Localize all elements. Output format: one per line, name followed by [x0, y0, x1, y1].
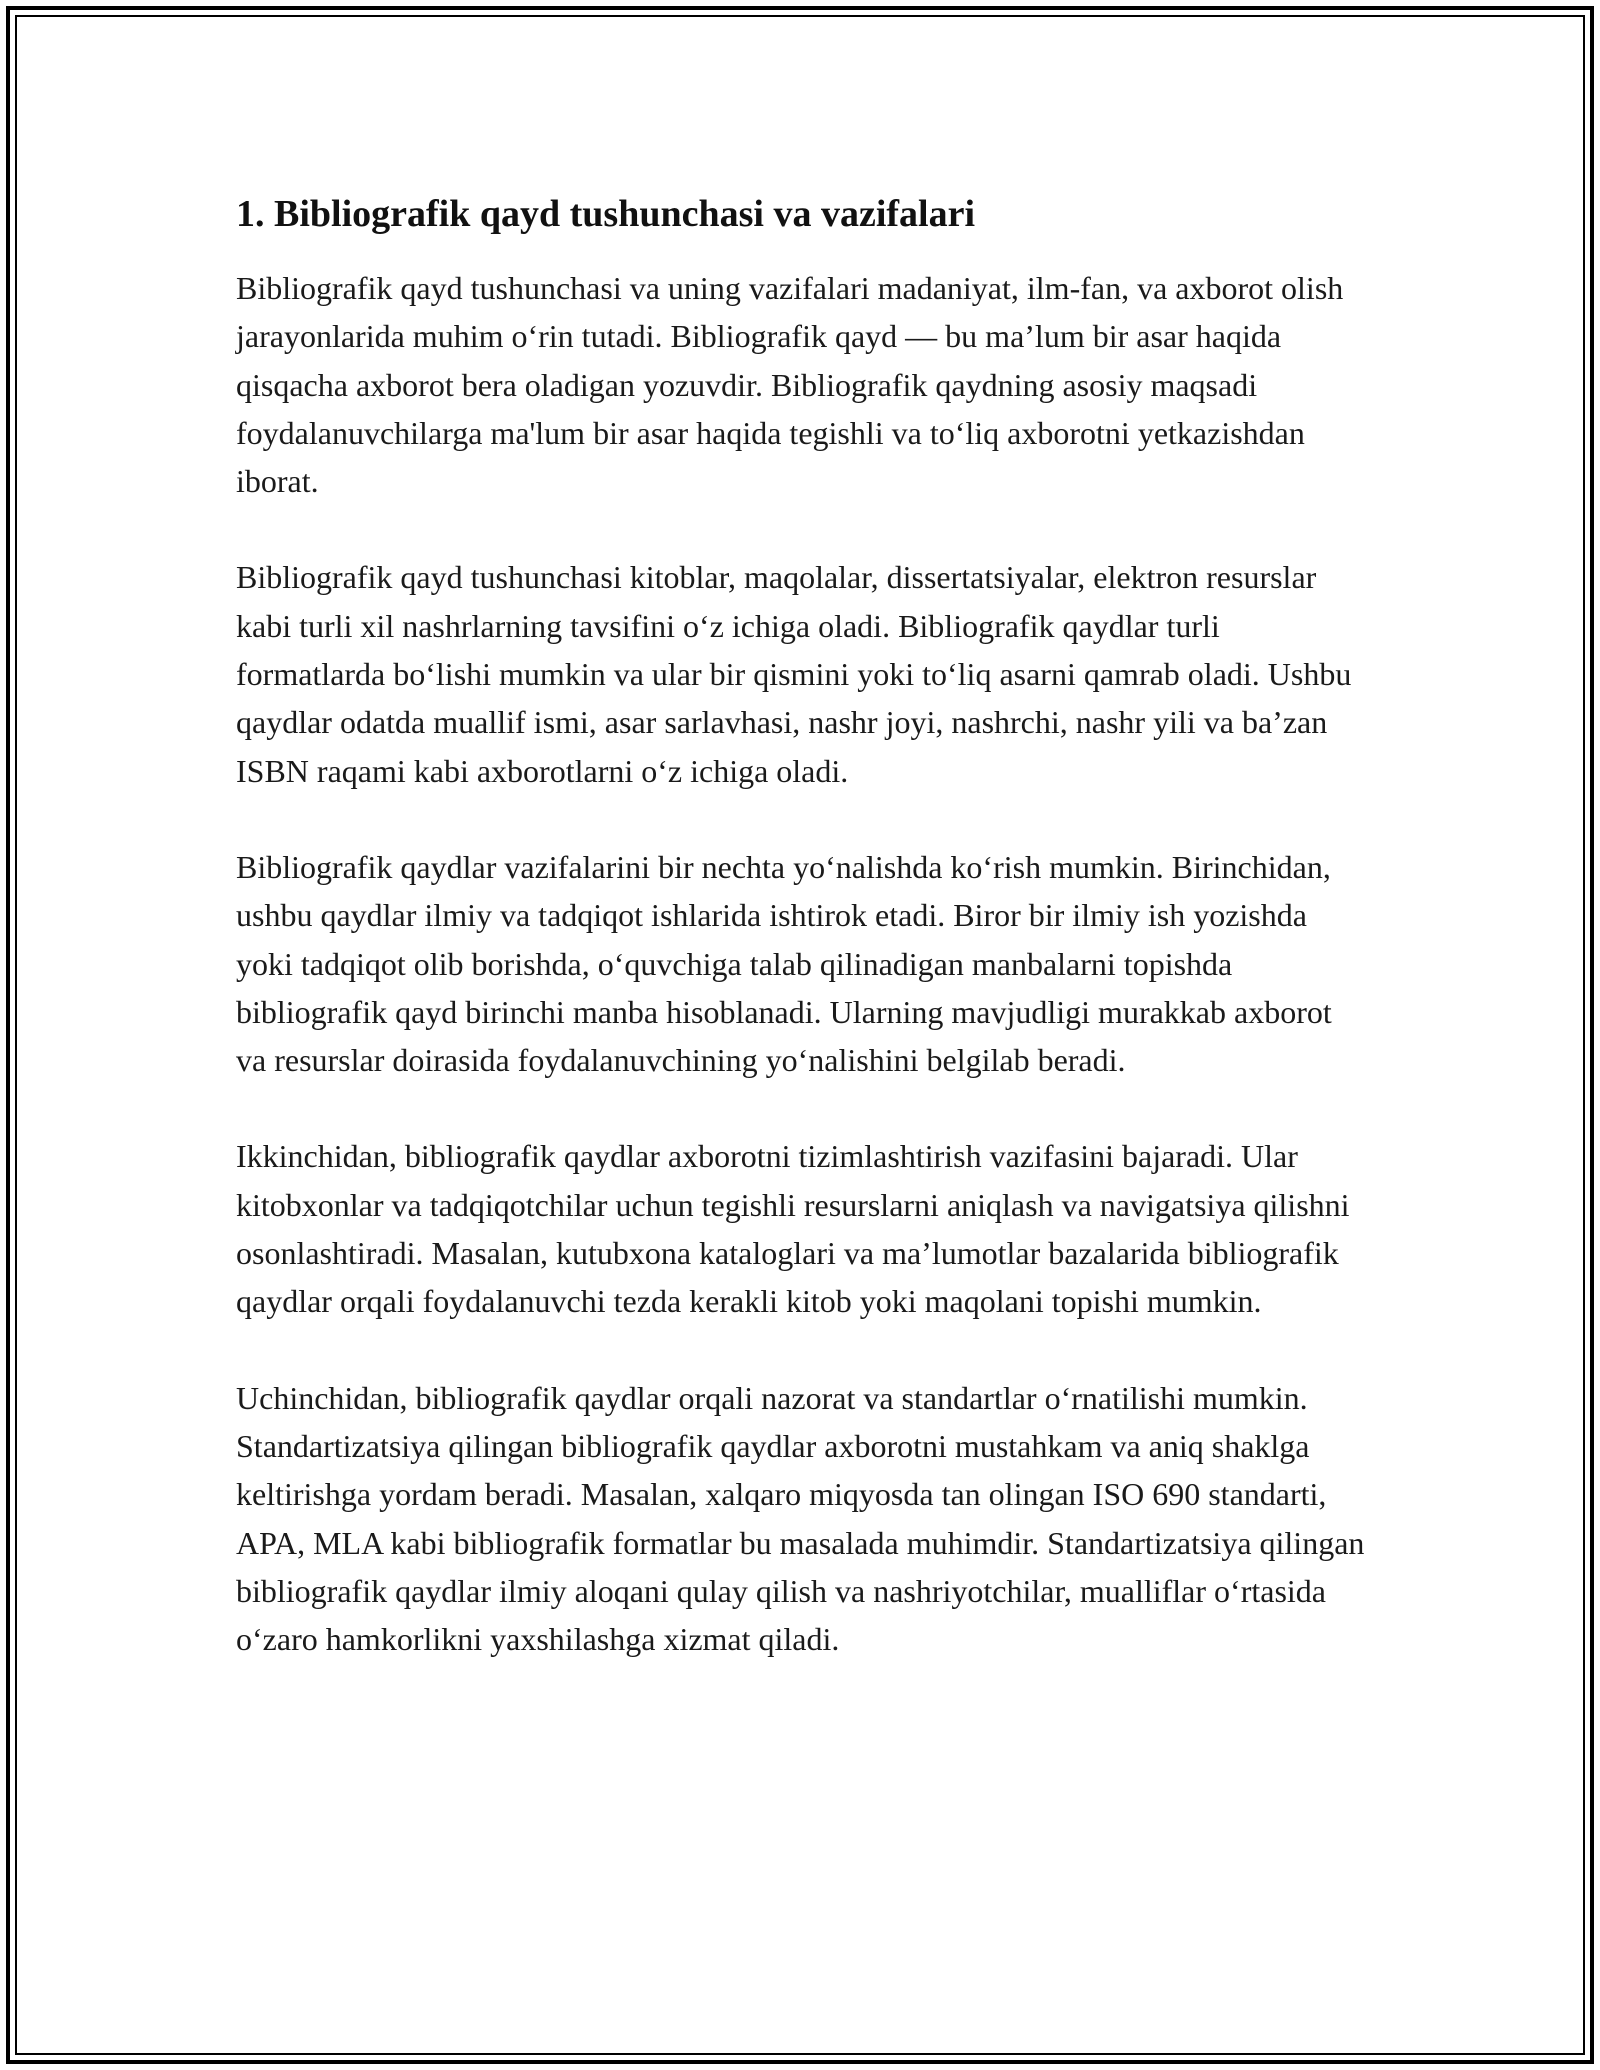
paragraph-1: Bibliografik qayd tushunchasi va uning vazifalari madaniyat, ilm-fan, va axborot olish jarayonlarida muhim o‘rin tutadi. Bibliografik qayd — bu ma’lum bir asar haqida qisqacha axborot bera oladigan yozuvdir. Bibliografik qaydning asosiy maqsadi foydalanuvchilarga ma'lum bir asar haqida tegishli va to‘liq axborotni yetkazishdan iborat. — [236, 270, 1344, 500]
paragraph-5: Uchinchidan, bibliografik qaydlar orqali nazorat va standartlar o‘rnatilishi mumkin. Standartizatsiya qilingan bibliografik qaydlar axborotni mustahkam va aniq shaklga keltirishga yordam beradi. Masalan, xalqaro miqyosda tan olingan ISO 690 standarti, APA, MLA kabi bibliografik formatlar bu masalada muhimdir. Standartizatsiya qilingan bibliografik qaydlar ilmiy aloqani qulay qilish va nashriyotchilar, mualliflar o‘rtasida o‘zaro hamkorlikni yaxshilashga xizmat qiladi. — [236, 1379, 1365, 1658]
paragraph-4: Ikkinchidan, bibliografik qaydlar axborotni tizimlashtirish vazifasini bajaradi. Ular kitobxonlar va tadqiqotchilar uchun tegishli resurslarni aniqlash va navigatsiya qilishni osonlashtiradi. Masalan, kutubxona kataloglari va ma’lumotlar bazalarida bibliografik qaydlar orqali foydalanuvchi tezda kerakli kitob yoki maqolani topishi mumkin. — [236, 1138, 1350, 1320]
paragraph-3: Bibliografik qaydlar vazifalarini bir nechta yo‘nalishda ko‘rish mumkin. Birinchidan, ushbu qaydlar ilmiy va tadqiqot ishlarida ishtirok etadi. Biror bir ilmiy ish yozishda yoki tadqiqot olib borishda, o‘quvchiga talab qilinadigan manbalarni topishda bibliografik qayd birinchi manba hisoblanadi. Ularning mavjudligi murakkab axborot va resurslar doirasida foydalanuvchining yo‘nalishini belgilab beradi. — [236, 848, 1332, 1079]
document-body — [236, 186, 1366, 1711]
paragraph-2: Bibliografik qayd tushunchasi kitoblar, maqolalar, dissertatsiyalar, elektron resurslar kabi turli xil nashrlarning tavsifini o‘z ichiga oladi. Bibliografik qaydlar turli formatlarda bo‘lishi mumkin va ular bir qismini yoki to‘liq asarni qamrab oladi. Ushbu qaydlar odatda muallif ismi, asar sarlavhasi, nashr joyi, nashrchi, nashr yili va ba’zan ISBN raqami kabi axborotlarni o‘z ichiga oladi. — [236, 559, 1352, 789]
section-heading: 1. Bibliografik qayd tushunchasi va vazifalari — [236, 193, 976, 235]
